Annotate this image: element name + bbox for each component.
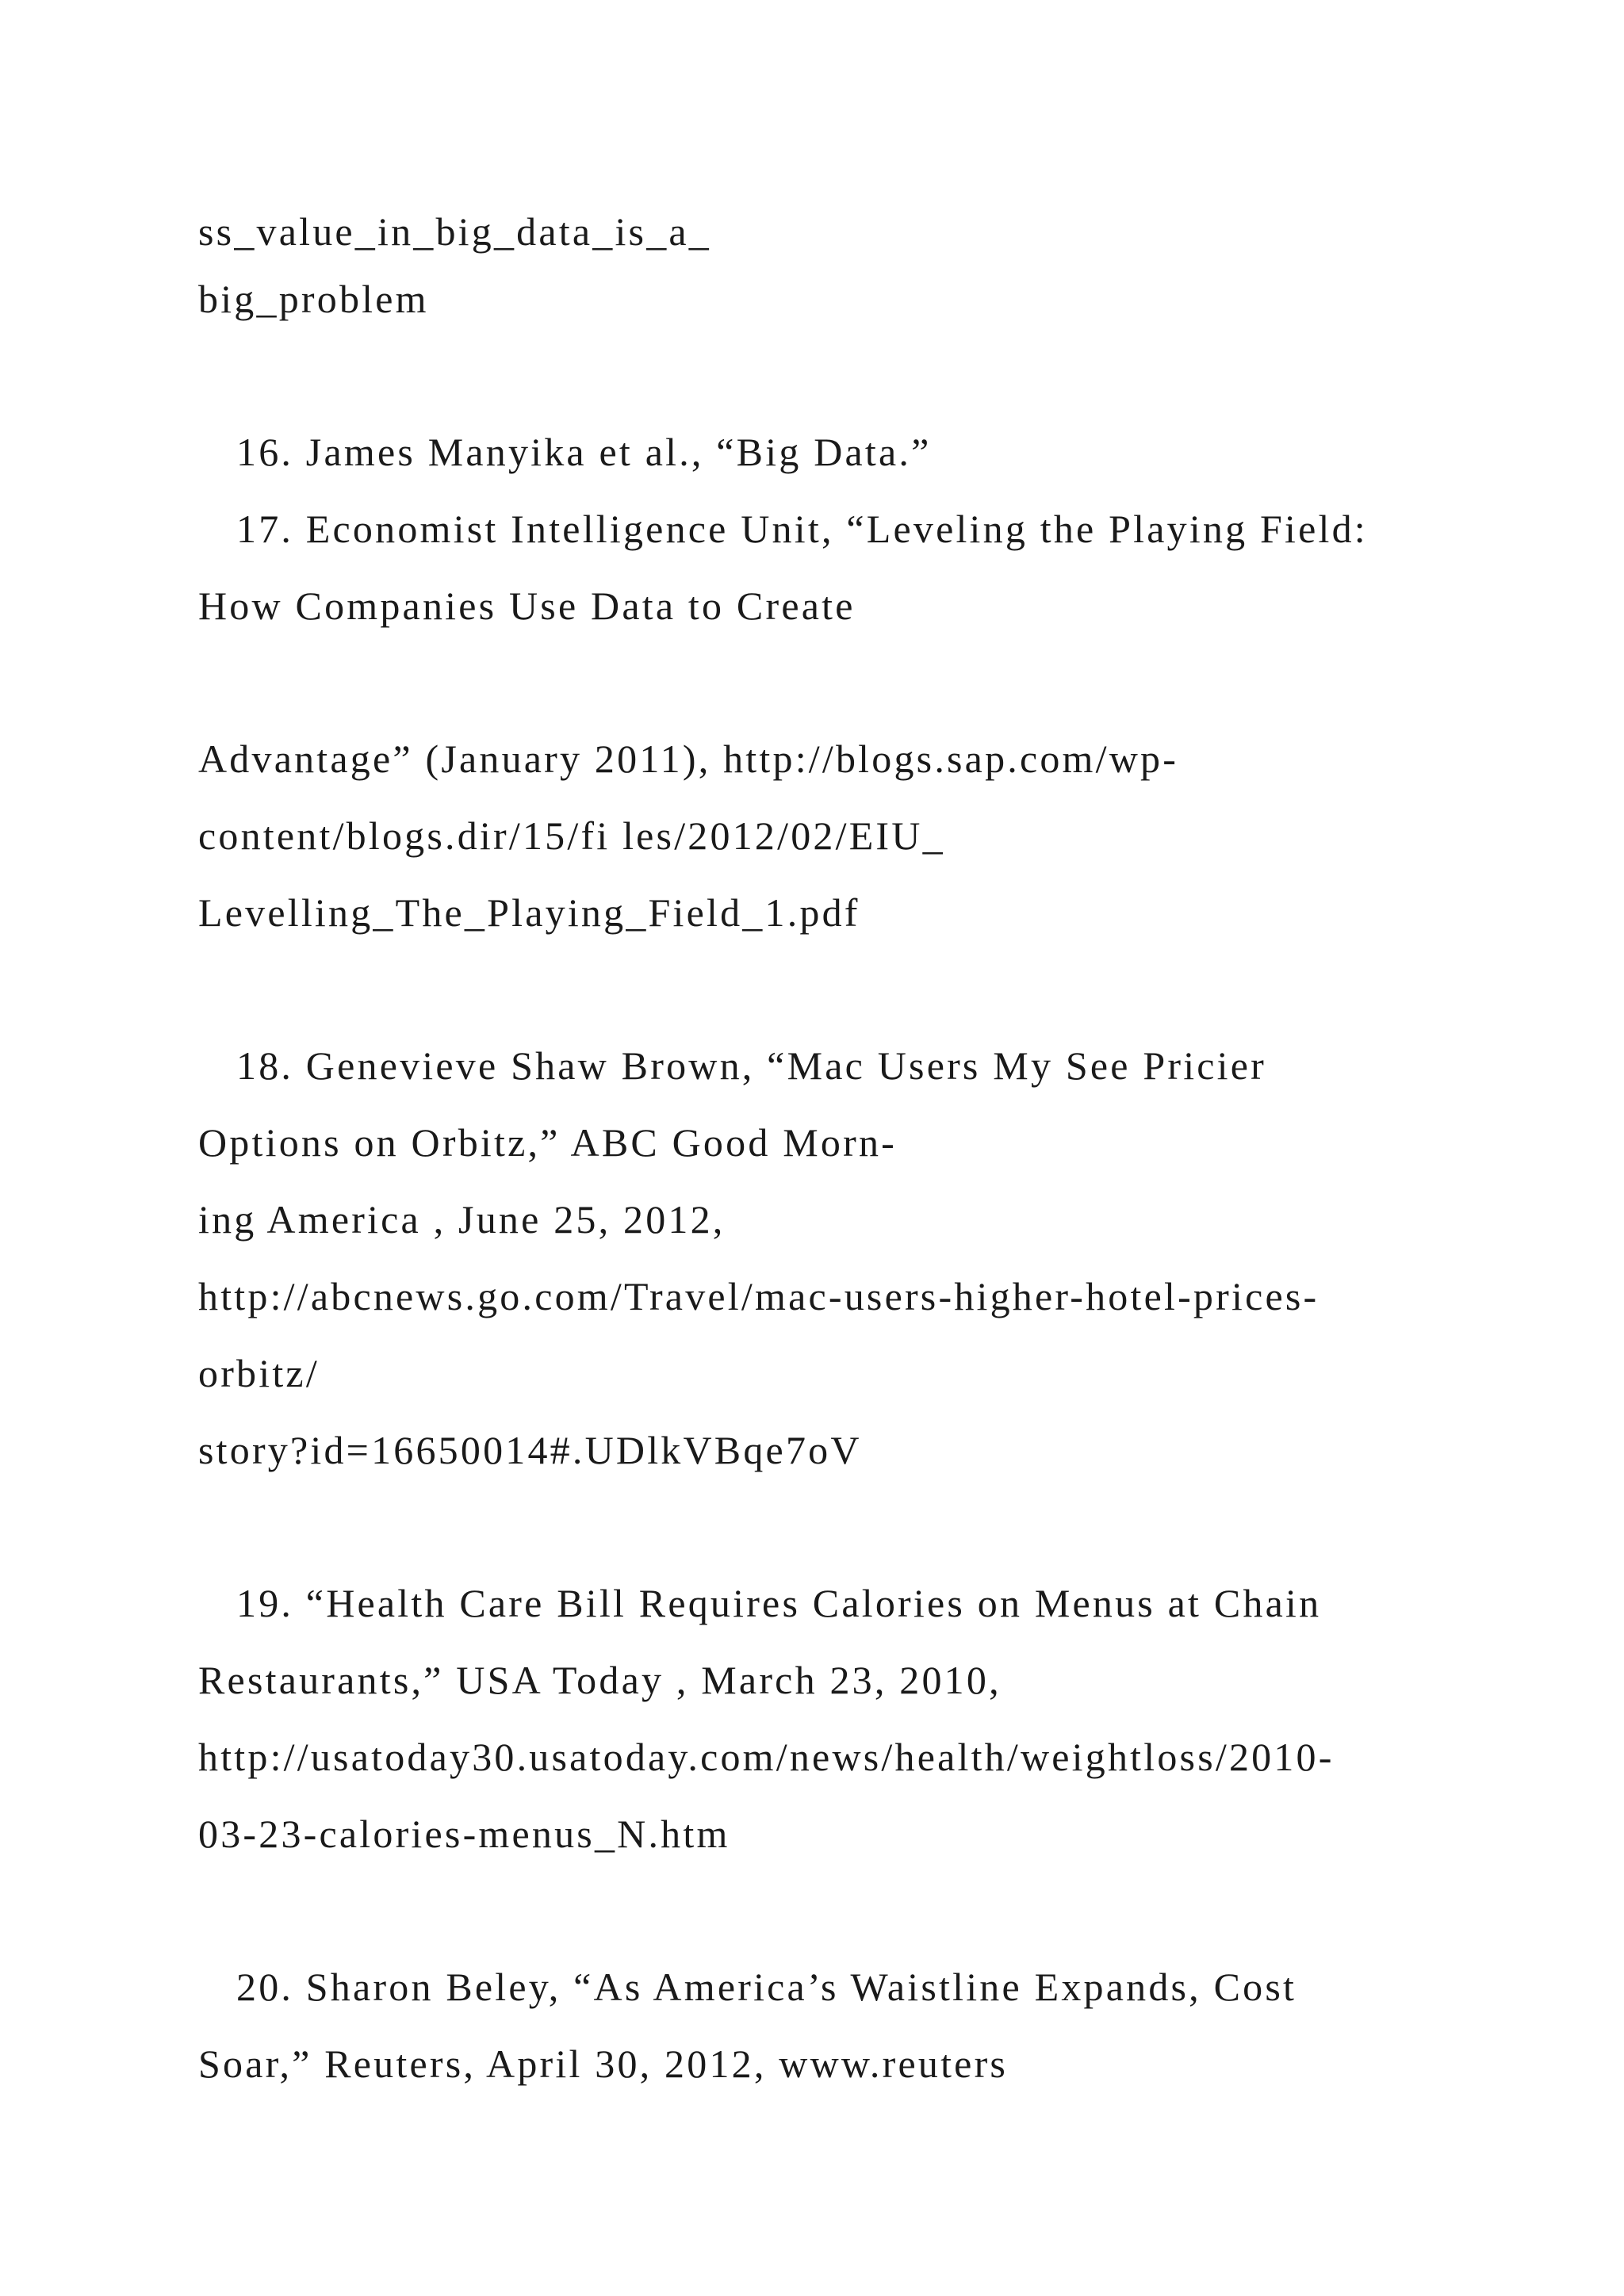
text-line: orbitz/ — [198, 1351, 320, 1395]
note-17: 17. Economist Intelligence Unit, “Leveling the Playing Field: — [236, 507, 1368, 551]
note-20: 20. Sharon Beley, “As America’s Waistline Expands, Cost — [236, 1965, 1297, 2009]
note-19: 19. “Health Care Bill Requires Calories on Menus at Chain — [236, 1581, 1322, 1625]
text-line: story?id=16650014#.UDlkVBqe7oV — [198, 1428, 862, 1472]
text-line: 03-23-calories-menus_N.htm — [198, 1812, 730, 1856]
text-line: ing America , June 25, 2012, — [198, 1197, 726, 1242]
text-line: big_problem — [198, 277, 429, 321]
text-line: How Companies Use Data to Create — [198, 584, 856, 628]
text-line: http://abcnews.go.com/Travel/mac-users-higher-hotel-prices- — [198, 1274, 1320, 1318]
note-16: 16. James Manyika et al., “Big Data.” — [236, 430, 932, 474]
text-line: http://usatoday30.usatoday.com/news/health/weightloss/2010- — [198, 1735, 1335, 1779]
text-line: Levelling_The_Playing_Field_1.pdf — [198, 890, 860, 935]
text-line: Advantage” (January 2011), http://blogs.sap.com/wp- — [198, 737, 1179, 781]
text-line: Restaurants,” USA Today , March 23, 2010, — [198, 1658, 1002, 1702]
note-18: 18. Genevieve Shaw Brown, “Mac Users My See Pricier — [236, 1043, 1267, 1088]
text-line: Options on Orbitz,” ABC Good Morn- — [198, 1120, 897, 1165]
text-line: Soar,” Reuters, April 30, 2012, www.reuters — [198, 2042, 1009, 2086]
text-line: ss_value_in_big_data_is_a_ — [198, 209, 711, 254]
text-line: content/blogs.dir/15/fi les/2012/02/EIU_ — [198, 813, 945, 858]
